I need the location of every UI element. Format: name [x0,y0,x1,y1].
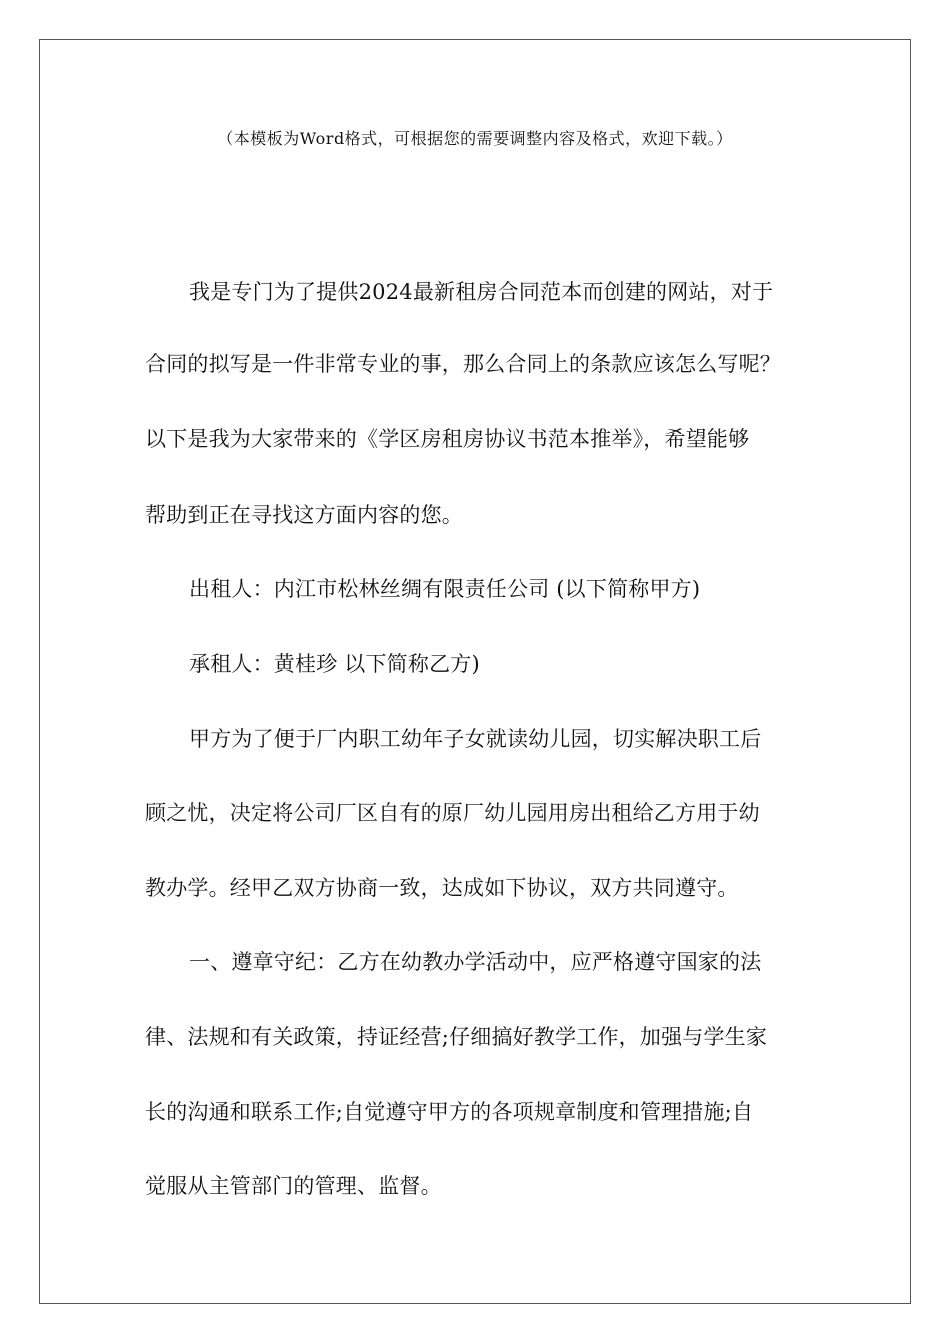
lessor-line: 出租人：内江市松林丝绸有限责任公司 (以下简称甲方) [189,577,701,601]
purpose-line-2: 顾之忧，决定将公司厂区自有的原厂幼儿园用房出租给乙方用于幼 [145,801,760,825]
intro-line-4: 帮助到正在寻找这方面内容的您。 [145,503,463,527]
clause-1-line-2: 律、法规和有关政策，持证经营;仔细搞好教学工作，加强与学生家 [145,1025,768,1049]
intro-line-2: 合同的拟写是一件非常专业的事，那么合同上的条款应该怎么写呢？ [145,352,781,376]
intro-line-1: 我是专门为了提供2024最新租房合同范本而创建的网站，对于 [189,280,774,304]
intro-line-3: 以下是我为大家带来的《学区房租房协议书范本推举》，希望能够 [145,427,750,451]
clause-1-line-1: 一、遵章守纪：乙方在幼教办学活动中，应严格遵守国家的法 [189,950,762,974]
clause-1-line-3: 长的沟通和联系工作;自觉遵守甲方的各项规章制度和管理措施;自 [145,1100,754,1124]
purpose-line-3: 教办学。经甲乙双方协商一致，达成如下协议，双方共同遵守。 [145,876,739,900]
lessee-line: 承租人：黄桂珍 以下简称乙方) [189,652,480,676]
template-note: （本模板为Word格式，可根据您的需要调整内容及格式，欢迎下载。） [217,129,733,148]
clause-1-line-4: 觉服从主管部门的管理、监督。 [145,1174,442,1198]
purpose-line-1: 甲方为了便于厂内职工幼年子女就读幼儿园，切实解决职工后 [189,727,762,751]
